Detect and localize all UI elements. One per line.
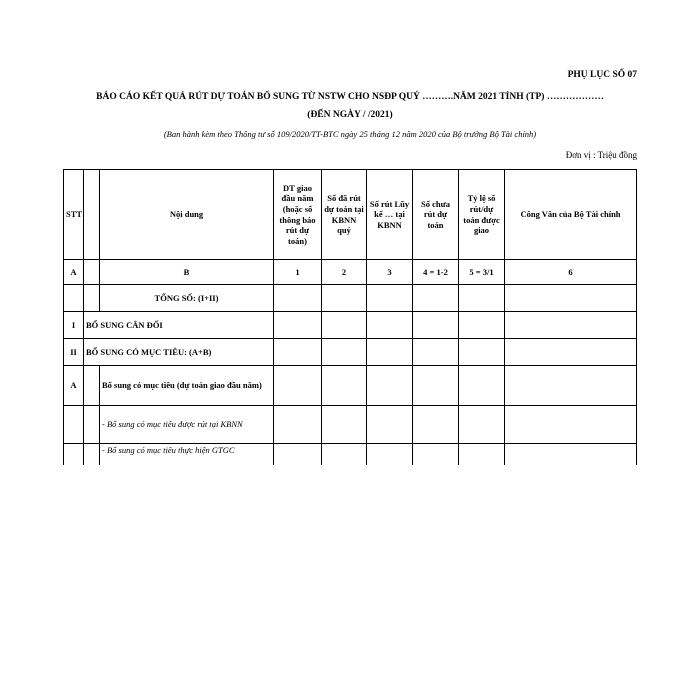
- currency-unit: Đơn vị : Triệu đồng: [565, 150, 637, 160]
- index-cell: 1: [274, 260, 322, 285]
- report-table: [63, 169, 637, 475]
- row-sub2-content: - Bổ sung có mục tiêu thực hiện GTGC: [100, 444, 274, 475]
- header-col-4: Số chưa rút dự toán: [413, 170, 459, 260]
- header-content: Nội dung: [100, 170, 274, 260]
- index-row: [64, 260, 637, 285]
- row-ii-label: II: [64, 339, 84, 366]
- appendix-label: PHỤ LỤC SỐ 07: [567, 70, 637, 80]
- index-cell: 2: [322, 260, 367, 285]
- row-total-content: TỔNG SỐ: (I+II): [100, 285, 274, 312]
- legal-basis-note: (Ban hành kèm theo Thông tư số 109/2020/TT-BTC ngày 25 tháng 12 năm 2020 của Bộ trưởng Bộ Tài chính): [163, 129, 537, 139]
- header-col-6: Công Văn của Bộ Tài chính: [505, 170, 637, 260]
- index-cell: 4 = 1-2: [413, 260, 459, 285]
- row-a-label: A: [64, 366, 84, 406]
- index-cell: 3: [367, 260, 413, 285]
- table-row-a: [64, 366, 637, 406]
- report-date-subtitle: (ĐẾN NGÀY / /2021): [307, 110, 393, 120]
- header-blank: [84, 170, 100, 260]
- row-i-content: BỔ SUNG CÂN ĐỐI: [84, 312, 274, 339]
- header-col-2: Số đã rút dự toán tại KBNN quý: [322, 170, 367, 260]
- row-sub1-content: - Bổ sung có mục tiêu được rút tại KBNN: [100, 406, 274, 444]
- row-ii-content: BỔ SUNG CÓ MỤC TIÊU: (A+B): [84, 339, 274, 366]
- index-cell-blank: [84, 260, 100, 285]
- table-row-ii: [64, 339, 637, 366]
- table-row-total: [64, 285, 637, 312]
- index-cell: A: [64, 260, 84, 285]
- header-col-3: Số rút Lũy kế … tại KBNN: [367, 170, 413, 260]
- header-stt: STT: [64, 170, 84, 260]
- page-blank-area: [0, 465, 700, 700]
- table-row-sub1: [64, 406, 637, 444]
- header-row: [64, 170, 637, 260]
- row-a-content: Bổ sung có mục tiêu (dự toán giao đầu năm): [100, 366, 274, 406]
- report-title: BÁO CÁO KẾT QUẢ RÚT DỰ TOÁN BỔ SUNG TỪ NSTW CHO NSĐP QUÝ ……….NĂM 2021 TỈNH (TP) ………………: [96, 92, 604, 102]
- header-col-1: DT giao đầu năm (hoặc số thông báo rút dự toán): [274, 170, 322, 260]
- index-cell: 5 = 3/1: [459, 260, 505, 285]
- index-cell: B: [100, 260, 274, 285]
- row-i-label: I: [64, 312, 84, 339]
- table-row-i: [64, 312, 637, 339]
- header-col-5: Tỷ lệ số rút/dự toán được giao: [459, 170, 505, 260]
- index-cell: 6: [505, 260, 637, 285]
